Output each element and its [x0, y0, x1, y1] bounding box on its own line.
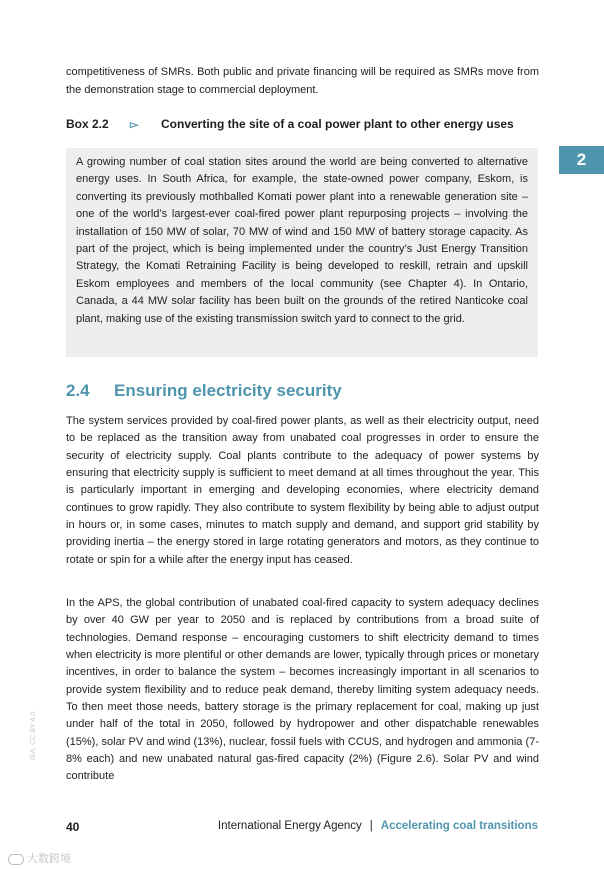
license-note: IEA. CC BY 4.0.: [30, 709, 37, 760]
page-number: 40: [66, 820, 80, 834]
watermark-text: 大数跨境: [27, 853, 71, 865]
body-paragraph-2: In the APS, the global contribution of unabated coal-fired capacity to system adequacy declines by over 40 GW per year to 2050 and is replaced by contributions from a broad suite of technologies. Demand response – encouraging customers to shift electricity demand to times when electricity is more plentiful or other demands are lower, typically through prices or monetary incentives, in order to balance the system – becomes increasingly important in all scenarios to provide system flexibility and to reduce peak demand, thereby limiting system adequacy needs. To then meet those needs, battery storage is the primary replacement for coal, making up just under half of the total in 2050, followed by hydropower and other dispatchable renewables (15%), solar PV and wind (13%), nuclear, fossil fuels with CCUS, and hydrogen and ammonia (7-8% each) and new unabated natural gas-fired capacity (2%) (Figure 2.6). Solar PV and wind contribute: [66, 597, 539, 783]
footer-separator: |: [369, 820, 373, 832]
section-heading: [66, 381, 539, 401]
box-title: Converting the site of a coal power plant to other energy uses: [161, 117, 514, 131]
box-text: A growing number of coal station sites around the world are being converted to alternative energy uses. In South Africa, for example, the state-owned power company, Eskom, is converting its previously mothballed Komati power plant into a renewable generation site – one of the world’s largest-ever coal-fired power plant repurposing projects – involving the installation of 150 MW of solar, 70 MW of wind and 150 MW of battery storage capacity. As part of the project, which is being implemented under the country’s Just Energy Transition Strategy, the Komati Retraining Facility is being developed to reskill, retrain and upskill Eskom employees and members of the local community (see Chapter 4). In Ontario, Canada, a 44 MW solar facility has been built on the grounds of the retired Nanticoke coal plant, making use of the existing transmission switch yard to connect to the grid.: [76, 156, 528, 325]
box-heading: [66, 117, 539, 131]
watermark: [8, 850, 71, 866]
footer-publisher: International Energy Agency: [217, 820, 362, 832]
info-box: [66, 148, 538, 357]
section-number: 2.4: [66, 381, 90, 400]
section-title: Ensuring electricity security: [114, 381, 342, 400]
body-paragraph-1: The system services provided by coal-fired power plants, as well as their electricity output, need to be replaced as the transition away from unabated coal progresses in order to ensure the security of electricity supply. Coal plants contribute to the adequacy of power systems by ensuring that electricity supply is sufficient to meet demand at all times throughout the year. This is particularly important in emerging and developing economies, where electricity demand continues to grow rapidly. They also contribute to system flexibility by being able to adjust output in hours or, in some cases, minutes to match supply and demand, and support grid stability by providing inertia – the energy stored in large rotating generators and motors, as they continue to rotate or spin for a while after the energy input has ceased.: [66, 415, 539, 566]
watermark-icon: [8, 854, 24, 865]
page-footer: [218, 820, 538, 832]
box-arrow-icon: ▻: [130, 119, 139, 131]
box-number: Box 2.2: [66, 117, 109, 131]
chapter-tab: 2: [559, 146, 604, 174]
footer-document-title: Accelerating coal transitions: [380, 820, 538, 832]
lead-paragraph: competitiveness of SMRs. Both public and private financing will be required as SMRs move from the demonstration stage to commercial deployment.: [66, 66, 539, 96]
